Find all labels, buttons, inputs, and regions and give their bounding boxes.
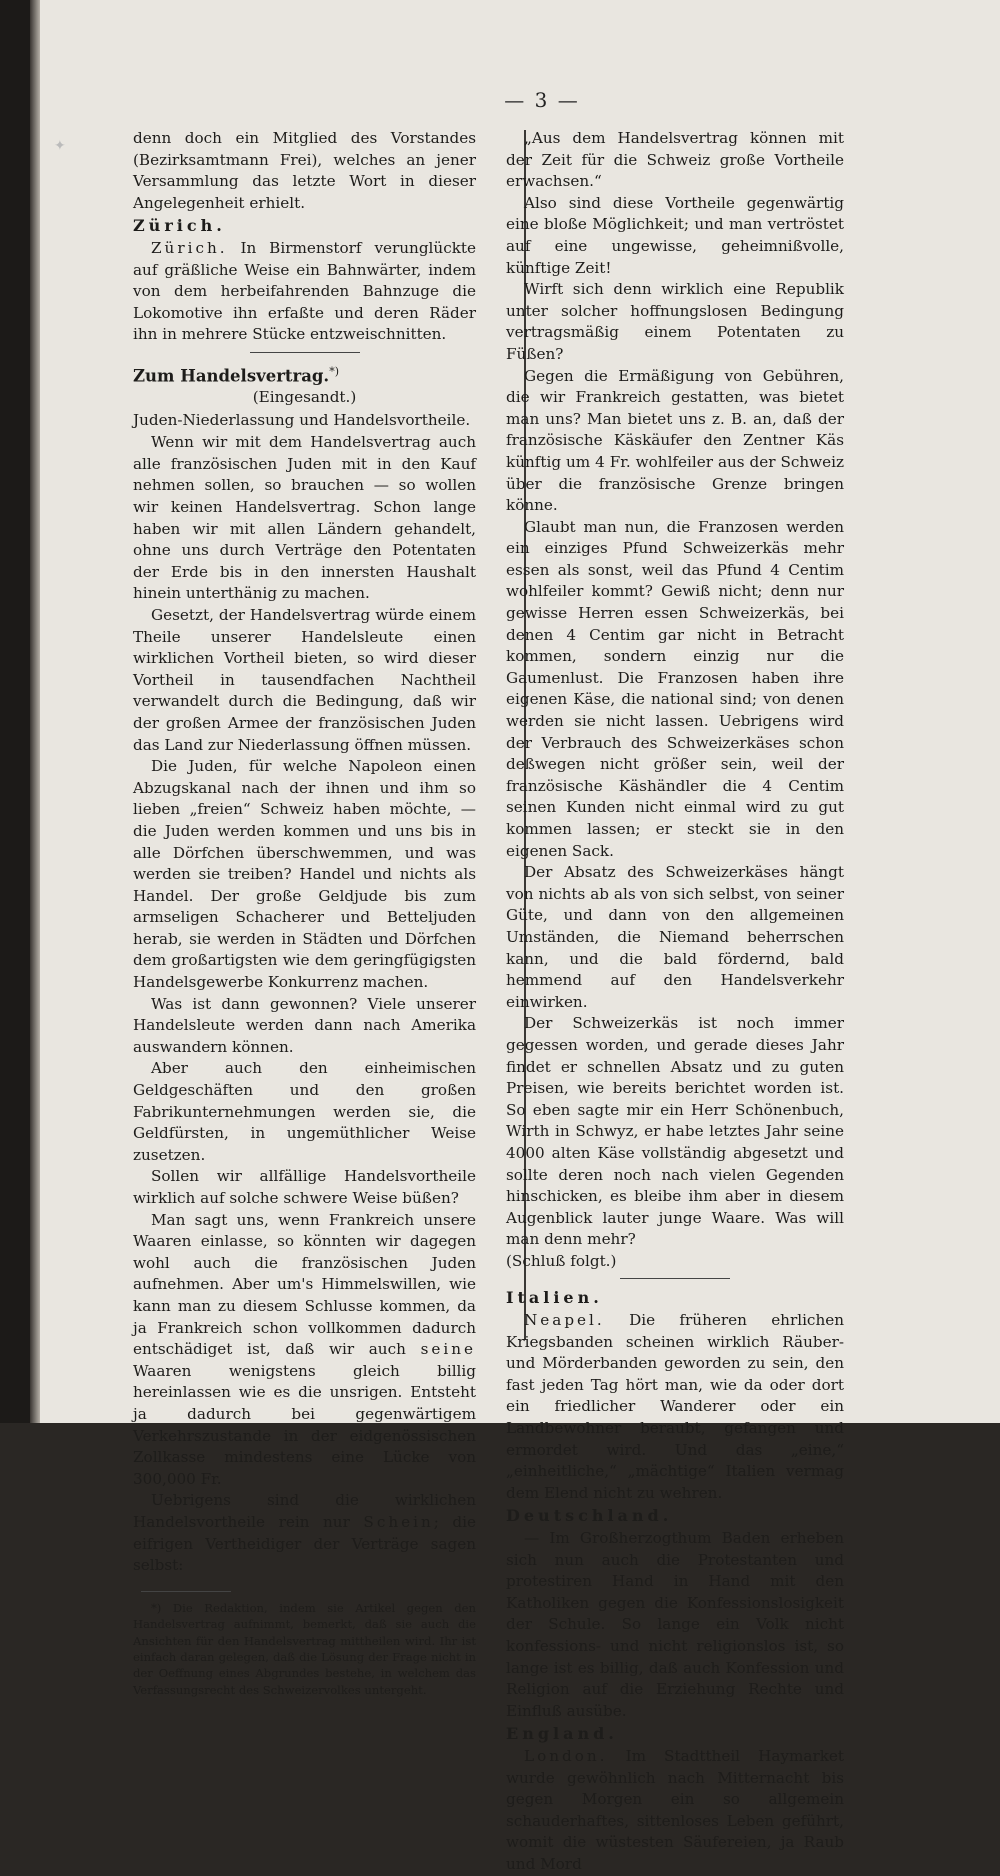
emphasis: Schein xyxy=(363,1512,434,1531)
paragraph: Aber auch den einheimischen Geldgeschäften und den großen Fabrikunternehmungen werden sie, die Geldfürsten, in ungemüthlicher Weise zusetzen. xyxy=(133,1059,476,1164)
text-run: Uebrigens sind die wirklichen Handelsvortheile rein nur xyxy=(133,1491,476,1531)
margin-mark: ✦ xyxy=(54,138,66,154)
dateline: Neapel. xyxy=(524,1311,605,1330)
footnote xyxy=(133,1600,476,1698)
article-title-text: Zum Handelsvertrag. xyxy=(133,366,330,386)
section-heading-england: England. xyxy=(506,1724,618,1744)
emphasis: seine xyxy=(420,1340,476,1359)
separator-rule xyxy=(620,1278,730,1279)
paragraph: denn doch ein Mitglied des Vorstandes (Bezirksamtmann Frei), welches an jener Versammlung das letzte Wort in dieser Angelegenheit erhielt. xyxy=(133,129,476,212)
news-item-zurich xyxy=(133,238,476,346)
paragraph: Gegen die Ermäßigung von Gebühren, die wir Frankreich gestatten, was bietet man uns? Man bietet uns z. B. an, daß der französische Käskäufer den Zentner Käs künftig um 4 Fr. wohlfeiler aus der Schweiz über die französische Grenze bringen könne. xyxy=(506,366,844,515)
news-text: In Birmenstorf verunglückte auf gräßliche Weise ein Bahnwärter, indem von dem herbeifahrenden Bahnzuge die Lokomotive ihn erfaßte und deren Räder ihn in mehrere Stücke entzweischnitten. xyxy=(133,238,476,344)
news-text: Im Stadttheil Haymarket wurde gewöhnlich nach Mitternacht bis gegen Morgen ein so allgemein schauderhaftes, sittenloses Leben geführt, womit die wüstesten Säufereien, ja Raub und Mord xyxy=(506,1746,844,1873)
quote: „Aus dem Handelsvertrag können mit der Zeit für die Schweiz große Vortheile erwachsen.“ xyxy=(506,129,844,191)
paragraph: Die Juden, für welche Napoleon einen Abzugskanal nach der ihnen und ihm so lieben „freien“ Schweiz haben möchte, — die Juden werden kommen und uns bis in alle Dörfchen überschwemmen, und was werden sie treiben? Handel und nichts als Handel. Der große Geldjude bis zum armseligen Schacherer und Betteljuden herab, sie werden in Städten und Dörfchen dem großartigsten wie dem geringfügigsten Handelsgewerbe Konkurrenz machen. xyxy=(133,757,476,992)
paragraph: Also sind diese Vortheile gegenwärtig eine bloße Möglichkeit; und man vertröstet auf eine ungewisse, geheimnißvolle, künftige Zeit! xyxy=(506,193,844,277)
news-item-italien xyxy=(506,1310,844,1504)
left-column xyxy=(133,128,476,1698)
paragraph xyxy=(133,1210,476,1491)
paragraph: Wirft sich denn wirklich eine Republik unter solcher hoffnungslosen Bedingung vertragsmäßig einem Potentaten zu Füßen? xyxy=(506,280,844,363)
separator-rule xyxy=(250,352,360,353)
dateline: Zürich. xyxy=(151,238,228,257)
paragraph: Was ist dann gewonnen? Viele unserer Handelsleute werden dann nach Amerika auswandern können. xyxy=(133,994,476,1056)
paragraph: Wenn wir mit dem Handelsvertrag auch alle französischen Juden mit in den Kauf nehmen sollen, so brauchen — so wollen wir keinen Handelsvertrag. Schon lange haben wir mit allen Ländern gehandelt, ohne uns durch Verträge den Potentaten der Erde bis in den innersten Haushalt hinein unterthänig zu machen. xyxy=(133,433,476,603)
article-subtitle: (Eingesandt.) xyxy=(252,388,357,407)
paragraph: Der Schweizerkäs ist noch immer gegessen worden, und gerade dieses Jahr findet er schnellen Absatz und zu guten Preisen, wie bereits berichtet worden ist. So eben sagte mir ein Herr Schönenbuch, Wirth in Schwyz, er habe letztes Jahr seine 4000 alten Käse vollständig abgesetzt und sollte deren noch nach vielen Gegenden hinschicken, es bleibe ihm aber in diesem Augenblick lauter junge Waare. Was will man denn mehr? xyxy=(506,1014,844,1249)
page-number: — 3 — xyxy=(504,88,580,112)
paragraph: Sollen wir allfällige Handelsvortheile wirklich auf solche schwere Weise büßen? xyxy=(133,1167,476,1207)
text-run: Waaren wenigstens gleich billig hereinlassen wie es die unsrigen. Entsteht ja dadurch bei gegenwärtigem Verkehrszustande in der eidgenössischen Zollkasse mindestens eine Lücke von 300,000 Fr. xyxy=(133,1361,476,1488)
section-heading-italien: Italien. xyxy=(506,1288,603,1308)
footnote-text: *) Die Redaktion, indem sie Artikel gegen den Handelsvertrag aufnimmt, bemerkt, daß sie auch die Ansichten für den Handelsvertrag mittheilen wird. Ihr ist einfach daran gelegen, daß die Lösung der Frage nicht in der Oeffnung eines Abgrundes bestehe, in welchem das Verfassungsrecht des Schweizervolkes untergeht. xyxy=(133,1600,476,1697)
news-item-deutschland: — Im Großherzogthum Baden erheben sich nun auch die Protestanten und protestiren Hand in Hand mit den Katholiken gegen die Konfessionslosigkeit der Schule. So lange ein Volk nicht konfessions- und nicht religionslos ist, so lange ist es billig, daß auch Konfession und Religion auf die Erziehung Rechte und Einfluß ausübe. xyxy=(506,1529,844,1720)
article-title xyxy=(133,361,476,387)
text-run: ; die eifrigen Vertheidiger der Verträge sagen selbst: xyxy=(133,1512,477,1575)
footnote-rule xyxy=(141,1591,231,1592)
news-item-england xyxy=(506,1746,844,1876)
text-run: Man sagt uns, wenn Frankreich unsere Waaren einlasse, so könnten wir dagegen wohl auch die französischen Juden aufnehmen. Aber um's Himmelswillen, wie kann man zu diesem Schlusse kommen, da ja Frankreich schon vollkommen dadurch entschädiget ist, daß wir auch xyxy=(133,1210,476,1359)
paragraph: Gesetzt, der Handelsvertrag würde einem Theile unserer Handelsleute einen wirklichen Vortheil bieten, so wird dieser Vortheil in tausendfachen Nachtheil verwandelt durch die Bedingung, daß wir der großen Armee der französischen Juden das Land zur Niederlassung öffnen müssen. xyxy=(133,605,476,754)
section-heading-deutschland: Deutschland. xyxy=(506,1506,673,1526)
paragraph xyxy=(133,1490,476,1576)
paragraph: Der Absatz des Schweizerkäses hängt von nichts ab als von sich selbst, von seiner Güte, und dann von den allgemeinen Umständen, die Niemand beherrschen kann, und die bald fördernd, bald hemmend auf den Handelsverkehr einwirken. xyxy=(506,863,844,1011)
right-column xyxy=(506,128,844,1876)
dateline: London. xyxy=(524,1746,608,1765)
news-text: Die früheren ehrlichen Kriegsbanden scheinen wirklich Räuber- und Mörderbanden geworden zu sein, den fast jeden Tag hört man, wie da oder dort ein friedlicher Wanderer oder ein Landbewohner beraubt, gefangen und ermordet wird. Und das „eine,“ „einheitliche,“ „mächtige“ Italien vermag dem Elend nicht zu wehren. xyxy=(506,1311,844,1502)
footnote-marker: *) xyxy=(329,364,339,378)
continued-note: (Schluß folgt.) xyxy=(506,1251,617,1270)
paragraph: Glaubt man nun, die Franzosen werden ein einziges Pfund Schweizerkäs mehr essen als sonst, weil das Pfund 4 Centim wohlfeiler kommt? Gewiß nicht; denn nur gewisse Herren essen Schweizerkäs, bei denen 4 Centim gar nicht in Betracht kommen, sondern einzig nur die Gaumenlust. Die Franzosen haben ihre eigenen Käse, die national sind; von denen werden sie nicht lassen. Uebrigens wird der Verbrauch des Schweizerkäses schon deßwegen nicht größer sein, weil der französische Käshändler die 4 Centim seinen Kunden nicht einmal wird zu gut kommen lassen; er steckt sie in den eigenen Sack. xyxy=(506,517,844,860)
article-kicker: Juden-Niederlassung und Handelsvortheile. xyxy=(133,410,471,429)
section-heading-zurich: Zürich. xyxy=(133,216,226,236)
